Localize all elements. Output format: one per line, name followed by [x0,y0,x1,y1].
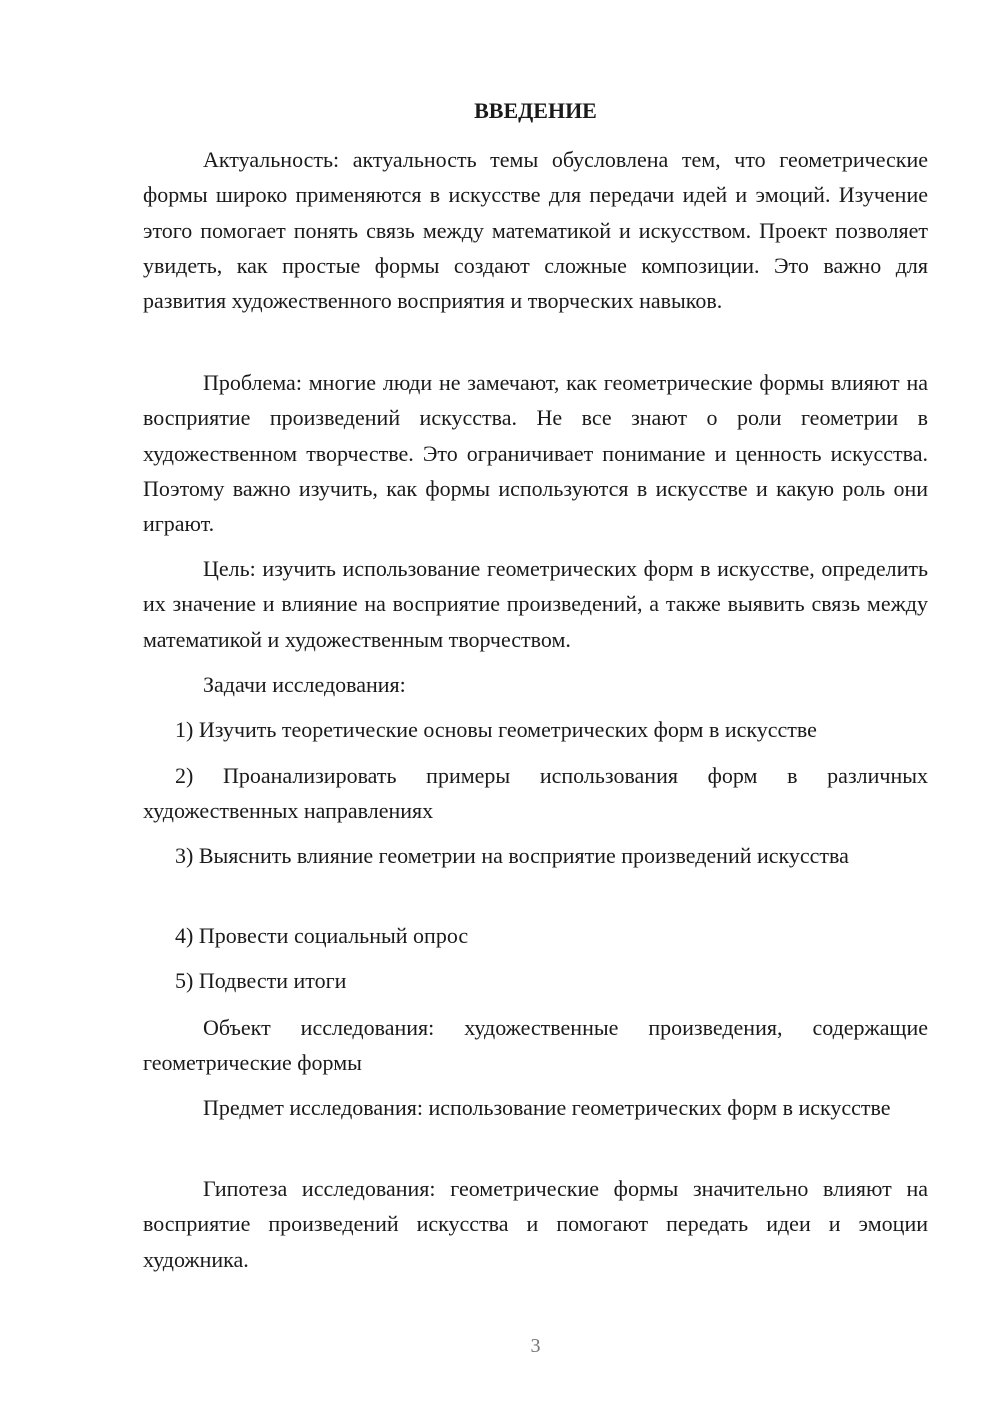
paragraph-goal: Цель: изучить использование геометрических форм в искусстве, определить их значение и влияние на восприятие произведений, а также выявить связь между математикой и художественным творчеством. [143,556,928,652]
paragraph-relevance: Актуальность: актуальность темы обусловлена тем, что геометрические формы широко применяются в искусстве для передачи идей и эмоций. Изучение этого помогает понять связь между математикой и искусством. Проект позволяет увидеть, как простые формы создают сложные композиции. Это важно для развития художественного восприятия и творческих навыков. [143,147,928,314]
document-page [143,0,928,1414]
paragraph-problem: Проблема: многие люди не замечают, как геометрические формы влияют на восприятие произведений искусства. Не все знают о роли геометрии в художественном творчестве. Это ограничивает понимание и ценность искусства. Поэтому важно изучить, как формы используются в искусстве и какую роль они играют. [143,370,928,537]
task-item-4: 4) Провести социальный опрос [175,923,469,948]
page-number: 3 [530,1335,541,1357]
task-item-3: 3) Выяснить влияние геометрии на восприятие произведений искусства [175,843,849,868]
paragraph-hypothesis: Гипотеза исследования: геометрические формы значительно влияют на восприятие произведений искусства и помогают передать идеи и эмоции художника. [143,1176,928,1272]
task-item-5: 5) Подвести итоги [175,968,347,993]
task-item-1: 1) Изучить теоретические основы геометрических форм в искусстве [175,717,817,742]
task-item-2: 2) Проанализировать примеры использования форм в различных художественных направлениях [143,763,928,824]
paragraph-subject: Предмет исследования: использование геометрических форм в искусстве [203,1095,891,1120]
paragraph-tasks-heading: Задачи исследования: [203,672,406,697]
paragraph-object: Объект исследования: художественные произведения, содержащие геометрические формы [143,1015,928,1076]
page-title: ВВЕДЕНИЕ [474,98,597,123]
